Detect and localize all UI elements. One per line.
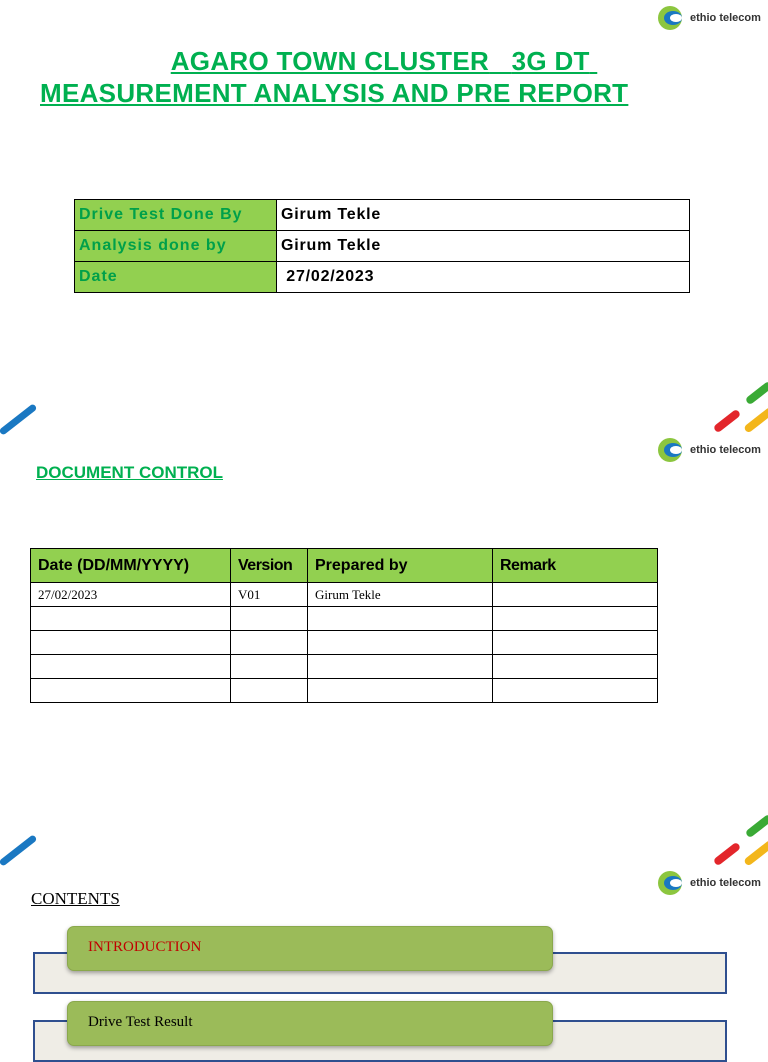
ethio-telecom-logo-icon: [658, 438, 688, 462]
table-cell: [493, 583, 658, 607]
document-control-heading: DOCUMENT CONTROL: [36, 463, 223, 482]
report-info-table: [74, 199, 690, 293]
info-label: Drive Test Done By: [75, 200, 277, 231]
title-part-d: ANALYSIS AND PRE REPORT: [253, 78, 629, 108]
table-cell: [231, 655, 308, 679]
logo-text: ethio telecom: [690, 876, 761, 889]
ethio-telecom-logo-icon: [658, 6, 688, 30]
info-row: [75, 262, 690, 293]
table-row: [31, 607, 658, 631]
column-header: Date (DD/MM/YYYY): [31, 549, 231, 583]
table-cell: Girum Tekle: [308, 583, 493, 607]
document-control-table: [30, 548, 658, 703]
info-label: Analysis done by: [75, 231, 277, 262]
table-cell: [231, 679, 308, 703]
info-value: Girum Tekle: [277, 231, 690, 262]
table-cell: [31, 607, 231, 631]
red-slash-decoration: [713, 842, 742, 867]
green-slash-decoration: [745, 381, 768, 406]
table-cell: [31, 631, 231, 655]
yellow-slash-decoration: [743, 839, 768, 866]
table-row: [31, 655, 658, 679]
table-cell: [308, 631, 493, 655]
report-title-line-1: [0, 46, 768, 76]
table-cell: [493, 607, 658, 631]
column-header: Prepared by: [308, 549, 493, 583]
table-cell: [231, 607, 308, 631]
column-header: Version: [231, 549, 308, 583]
table-row: [31, 583, 658, 607]
ethio-telecom-logo-icon: [658, 871, 688, 895]
column-header: Remark: [493, 549, 658, 583]
title-part-a: AGARO TOWN CLUSTER: [170, 46, 490, 76]
yellow-slash-decoration: [743, 406, 768, 433]
report-title-line-2: [40, 78, 628, 108]
logo-text: ethio telecom: [690, 11, 761, 24]
green-slash-decoration: [745, 814, 768, 839]
table-header-row: [31, 549, 658, 583]
blue-slash-decoration: [0, 834, 37, 867]
toc-item-label: INTRODUCTION: [88, 939, 202, 955]
ethio-telecom-logo: [658, 436, 761, 464]
info-value: 27/02/2023: [277, 262, 690, 293]
table-row: [31, 631, 658, 655]
title-part-c: MEASUREMENT: [40, 78, 247, 108]
toc-item-introduction[interactable]: [67, 926, 553, 971]
info-label: Date: [75, 262, 277, 293]
blue-slash-decoration: [0, 403, 37, 436]
contents-heading: CONTENTS: [31, 889, 120, 908]
table-cell: [493, 679, 658, 703]
table-cell: 27/02/2023: [31, 583, 231, 607]
table-cell: [493, 631, 658, 655]
info-row: [75, 231, 690, 262]
ethio-telecom-logo: [658, 4, 761, 32]
table-cell: V01: [231, 583, 308, 607]
ethio-telecom-logo: [658, 869, 761, 897]
info-row: [75, 200, 690, 231]
table-cell: [308, 655, 493, 679]
title-part-b: 3G DT: [511, 46, 590, 76]
table-row: [31, 679, 658, 703]
red-slash-decoration: [713, 409, 742, 434]
table-cell: [493, 655, 658, 679]
table-cell: [231, 631, 308, 655]
logo-text: ethio telecom: [690, 443, 761, 456]
table-cell: [31, 655, 231, 679]
info-value: Girum Tekle: [277, 200, 690, 231]
table-cell: [31, 679, 231, 703]
table-cell: [308, 607, 493, 631]
table-cell: [308, 679, 493, 703]
toc-item-label: Drive Test Result: [88, 1014, 193, 1030]
